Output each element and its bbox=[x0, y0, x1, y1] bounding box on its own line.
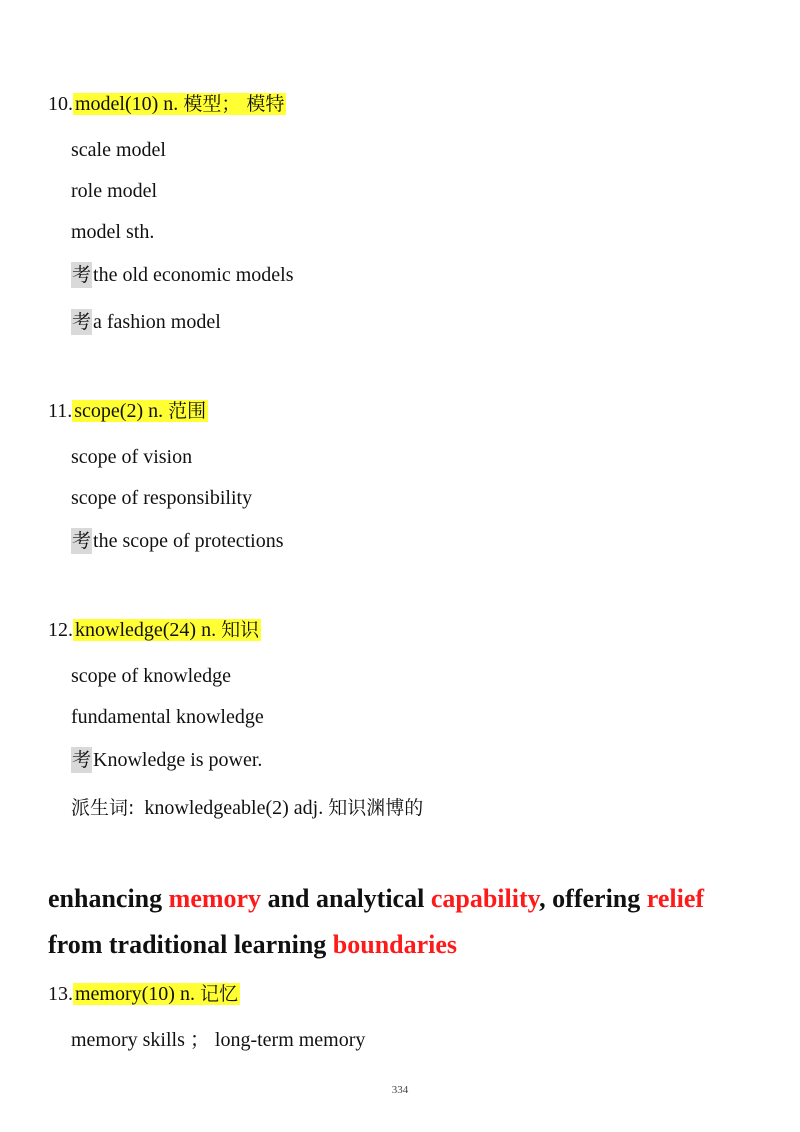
section-heading-line-1 bbox=[48, 884, 704, 914]
exam-mark: 考 bbox=[72, 749, 92, 771]
headword: memory(10) n. bbox=[75, 983, 195, 1005]
highlighted-headword bbox=[73, 619, 261, 641]
headword-meaning: 记忆 bbox=[199, 983, 238, 1005]
exam-phrase-item bbox=[71, 309, 221, 335]
heading-red-word: capability bbox=[430, 884, 540, 913]
exam-phrase-text: the old economic models bbox=[93, 264, 294, 286]
headword-meaning: 范围 bbox=[168, 400, 207, 422]
phrase-item: fundamental knowledge bbox=[71, 706, 264, 728]
phrase-item: memory skills ； long-term memory bbox=[71, 1029, 366, 1051]
exam-phrase-text: a fashion model bbox=[93, 311, 221, 333]
headword: model(10) n. bbox=[75, 93, 179, 115]
headword: scope(2) n. bbox=[74, 400, 164, 422]
exam-phrase-item bbox=[71, 262, 294, 288]
exam-phrase-item bbox=[71, 528, 284, 554]
heading-text: from traditional learning bbox=[48, 930, 333, 959]
phrase-item: scope of knowledge bbox=[71, 665, 231, 687]
exam-phrase-item bbox=[71, 747, 262, 773]
entry-12-heading bbox=[48, 618, 261, 642]
heading-text: enhancing bbox=[48, 884, 169, 913]
entry-11-heading bbox=[48, 399, 208, 423]
headword-meaning: 知识 bbox=[221, 619, 260, 641]
exam-phrase-text: the scope of protections bbox=[93, 530, 284, 552]
phrase-item: scale model bbox=[71, 139, 166, 161]
derivative-label: 派生词: bbox=[71, 797, 135, 819]
entry-number: 10. bbox=[48, 93, 73, 115]
phrase-item: role model bbox=[71, 180, 158, 202]
heading-red-word: boundaries bbox=[332, 930, 458, 959]
exam-phrase-text: Knowledge is power. bbox=[93, 749, 263, 771]
derivative-meaning: 知识渊博的 bbox=[328, 797, 424, 819]
page-number: 334 bbox=[391, 1084, 409, 1096]
headword-meaning: 模型； 模特 bbox=[183, 93, 285, 115]
heading-text: , offering bbox=[539, 884, 647, 913]
highlighted-headword bbox=[72, 400, 208, 422]
entry-10-heading bbox=[48, 92, 286, 116]
exam-mark: 考 bbox=[72, 530, 92, 552]
highlighted-headword bbox=[73, 983, 240, 1005]
section-heading-line-2 bbox=[48, 930, 457, 960]
headword: knowledge(24) n. bbox=[75, 619, 217, 641]
entry-number: 13. bbox=[48, 983, 73, 1005]
entry-13-heading bbox=[48, 982, 240, 1006]
phrase-item: scope of responsibility bbox=[71, 487, 253, 509]
derivative-word: knowledgeable(2) adj. bbox=[144, 797, 324, 819]
exam-mark: 考 bbox=[72, 264, 92, 286]
derivative-line bbox=[71, 796, 423, 820]
exam-mark: 考 bbox=[72, 311, 92, 333]
heading-text: and analytical bbox=[261, 884, 431, 913]
phrase-item: scope of vision bbox=[71, 446, 193, 468]
entry-number: 12. bbox=[48, 619, 73, 641]
heading-red-word: memory bbox=[168, 884, 262, 913]
phrase-item: model sth. bbox=[71, 221, 155, 243]
entry-number: 11. bbox=[48, 400, 73, 422]
heading-red-word: relief bbox=[646, 884, 705, 913]
highlighted-headword bbox=[73, 93, 286, 115]
